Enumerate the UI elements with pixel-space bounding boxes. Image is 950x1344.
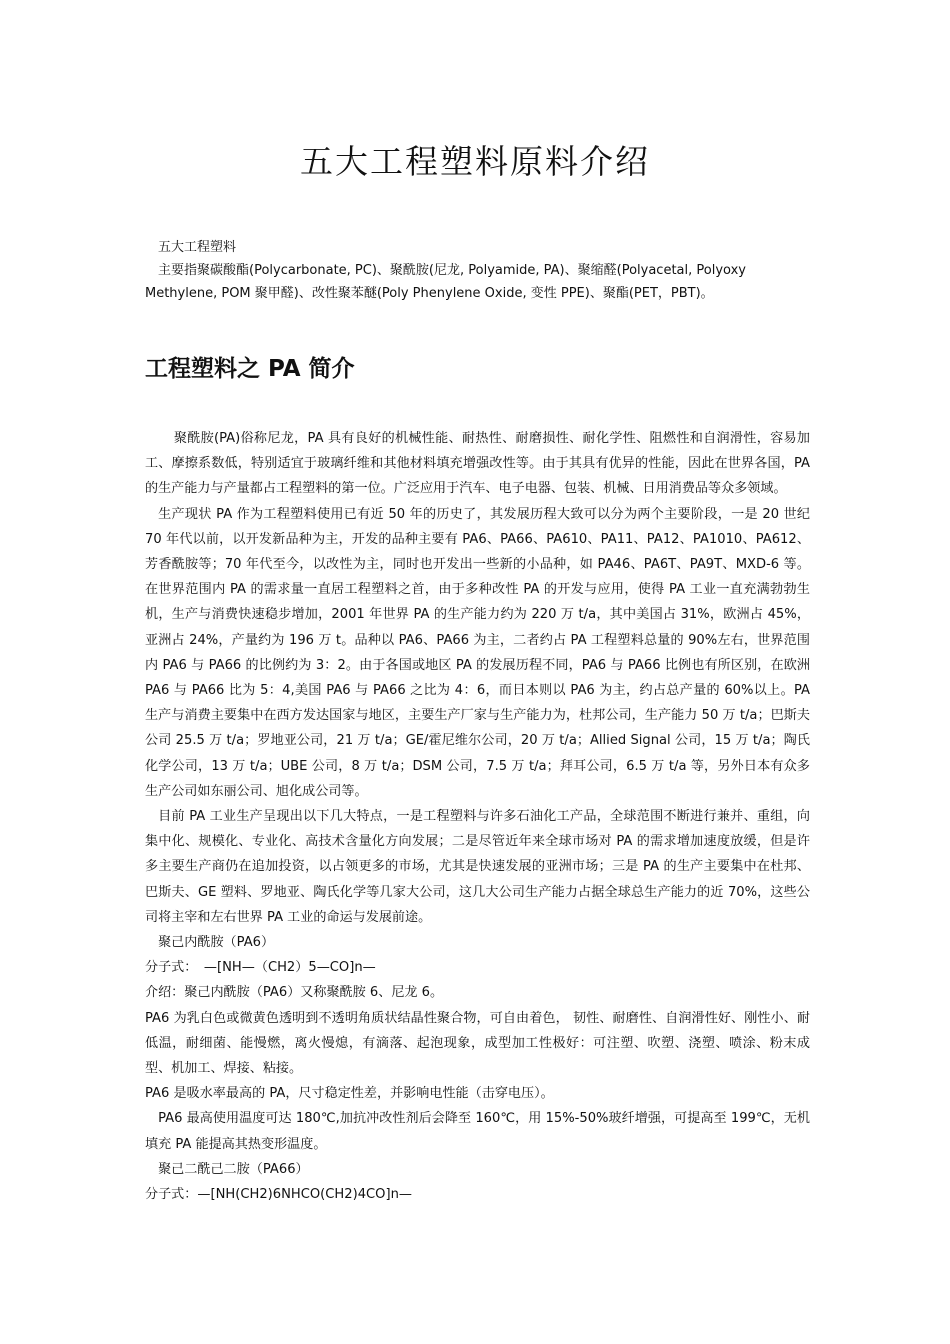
formula-pa66: 分子式：—[NH(CH2)6NHCO(CH2)4CO]n— <box>145 1187 412 1203</box>
document-title: 五大工程塑料原料介绍 <box>300 142 650 181</box>
paragraph: PA6 最高使用温度可达 180℃,加抗冲改性剂后会降至 160℃，用 15%-50%玻纤增强，可提高至 199℃，无机填充 PA 能提高其热变形温度。 <box>145 1111 810 1152</box>
intro-block <box>145 236 817 305</box>
formula-pa6: 分子式： —[NH—（CH2）5—CO]n— <box>145 960 376 976</box>
paragraph: 聚酰胺(PA)俗称尼龙，PA 具有良好的机械性能、耐热性、耐磨损性、耐化学性、阻燃性和自润滑性，容易加工、摩擦系数低，特别适宜于玻璃纤维和其他材料填充增强改性等。由于其具有优异的性能，因此在世界各国，PA 的生产能力与产量都占工程塑料的第一位。广泛应用于汽车、电子电器、包装、机械、日用消费品等众多领域。 <box>145 431 810 497</box>
subheading-pa6: 聚己内酰胺（PA6） <box>158 935 275 951</box>
subheading-pa66: 聚己二酰己二胺（PA66） <box>158 1161 309 1177</box>
paragraph: 介绍：聚己内酰胺（PA6）又称聚酰胺 6、尼龙 6。 <box>145 985 444 1001</box>
intro-text: 主要指聚碳酸酯(Polycarbonate, PC)、聚酰胺(尼龙, Polyamide, PA)、聚缩醛(Polyacetal, Polyoxy Methylene, POM 聚甲醛)、改性聚苯醚(Poly Phenylene Oxide, 变性 PPE)、聚酯(PET，PBT)。 <box>145 263 746 301</box>
section-heading: 工程塑料之 PA 简介 <box>145 356 355 382</box>
paragraph: 目前 PA 工业生产呈现出以下几大特点，一是工程塑料与许多石油化工产品，全球范围不断进行兼并、重组，向集中化、规模化、专业化、高技术含量化方向发展；二是尽管近年来全球市场对 PA 的需求增加速度放缓，但是许多主要生产商仍在追加投资，以占领更多的市场，尤其是快速发展的亚洲市场；三是 PA 的生产主要集中在杜邦、巴斯夫、GE 塑料、罗地亚、陶氏化学等几家大公司，这几大公司生产能力占据全球总生产能力的近 70%，这些公司将主宰和左右世界 PA 工业的命运与发展前途。 <box>145 809 810 925</box>
paragraph: PA6 是吸水率最高的 PA，尺寸稳定性差，并影响电性能（击穿电压）。 <box>145 1086 554 1102</box>
document-body <box>145 426 810 1207</box>
paragraph: PA6 为乳白色或微黄色透明到不透明角质状结晶性聚合物，可自由着色， 韧性、耐磨性、自润滑性好、刚性小、耐低温，耐细菌、能慢燃，离火慢熄，有滴落、起泡现象，成型加工性极好：可注塑、吹塑、浇塑、喷涂、粉末成型、机加工、焊接、粘接。 <box>145 1010 810 1077</box>
intro-label: 五大工程塑料 <box>158 240 237 255</box>
paragraph: 生产现状 PA 作为工程塑料使用已有近 50 年的历史了，其发展历程大致可以分为两个主要阶段，一是 20 世纪 70 年代以前，以开发新品种为主，开发的品种主要有 PA6、PA66、PA610、PA11、PA12、PA1010、PA612、芳香酰胺等；70 年代至今，以改性为主，同时也开发出一些新的小品种，如 PA46、PA6T、PA9T、MXD-6 等。在世界范围内 PA 的需求量一直居工程塑料之首，由于多种改性 PA 的开发与应用，使得 PA 工业一直充满勃勃生机，生产与消费快速稳步增加，2001 年世界 PA 的生产能力约为 220 万 t/a，其中美国占 31%，欧洲占 45%，亚洲占 24%，产量约为 196 万 t。品种以 PA6、PA66 为主，二者约占 PA 工程塑料总量的 90%左右，世界范围内 PA6 与 PA66 的比例约为 3：2。由于各国或地区 PA 的发展历程不同，PA6 与 PA66 比例也有所区别，在欧洲 PA6 与 PA66 比为 5：4,美国 PA6 与 PA66 之比为 4：6，而日本则以 PA6 为主，约占总产量的 60%以上。PA 生产与消费主要集中在西方发达国家与地区，主要生产厂家与生产能力为，杜邦公司，生产能力 50 万 t/a；巴斯夫公司 25.5 万 t/a；罗地亚公司，21 万 t/a；GE/霍尼维尔公司，20 万 t/a；Allied Signal 公司，15 万 t/a；陶氏化学公司，13 万 t/a；UBE 公司，8 万 t/a；DSM 公司，7.5 万 t/a；拜耳公司，6.5 万 t/a 等，另外日本有众多生产公司如东丽公司、旭化成公司等。 <box>145 506 810 799</box>
